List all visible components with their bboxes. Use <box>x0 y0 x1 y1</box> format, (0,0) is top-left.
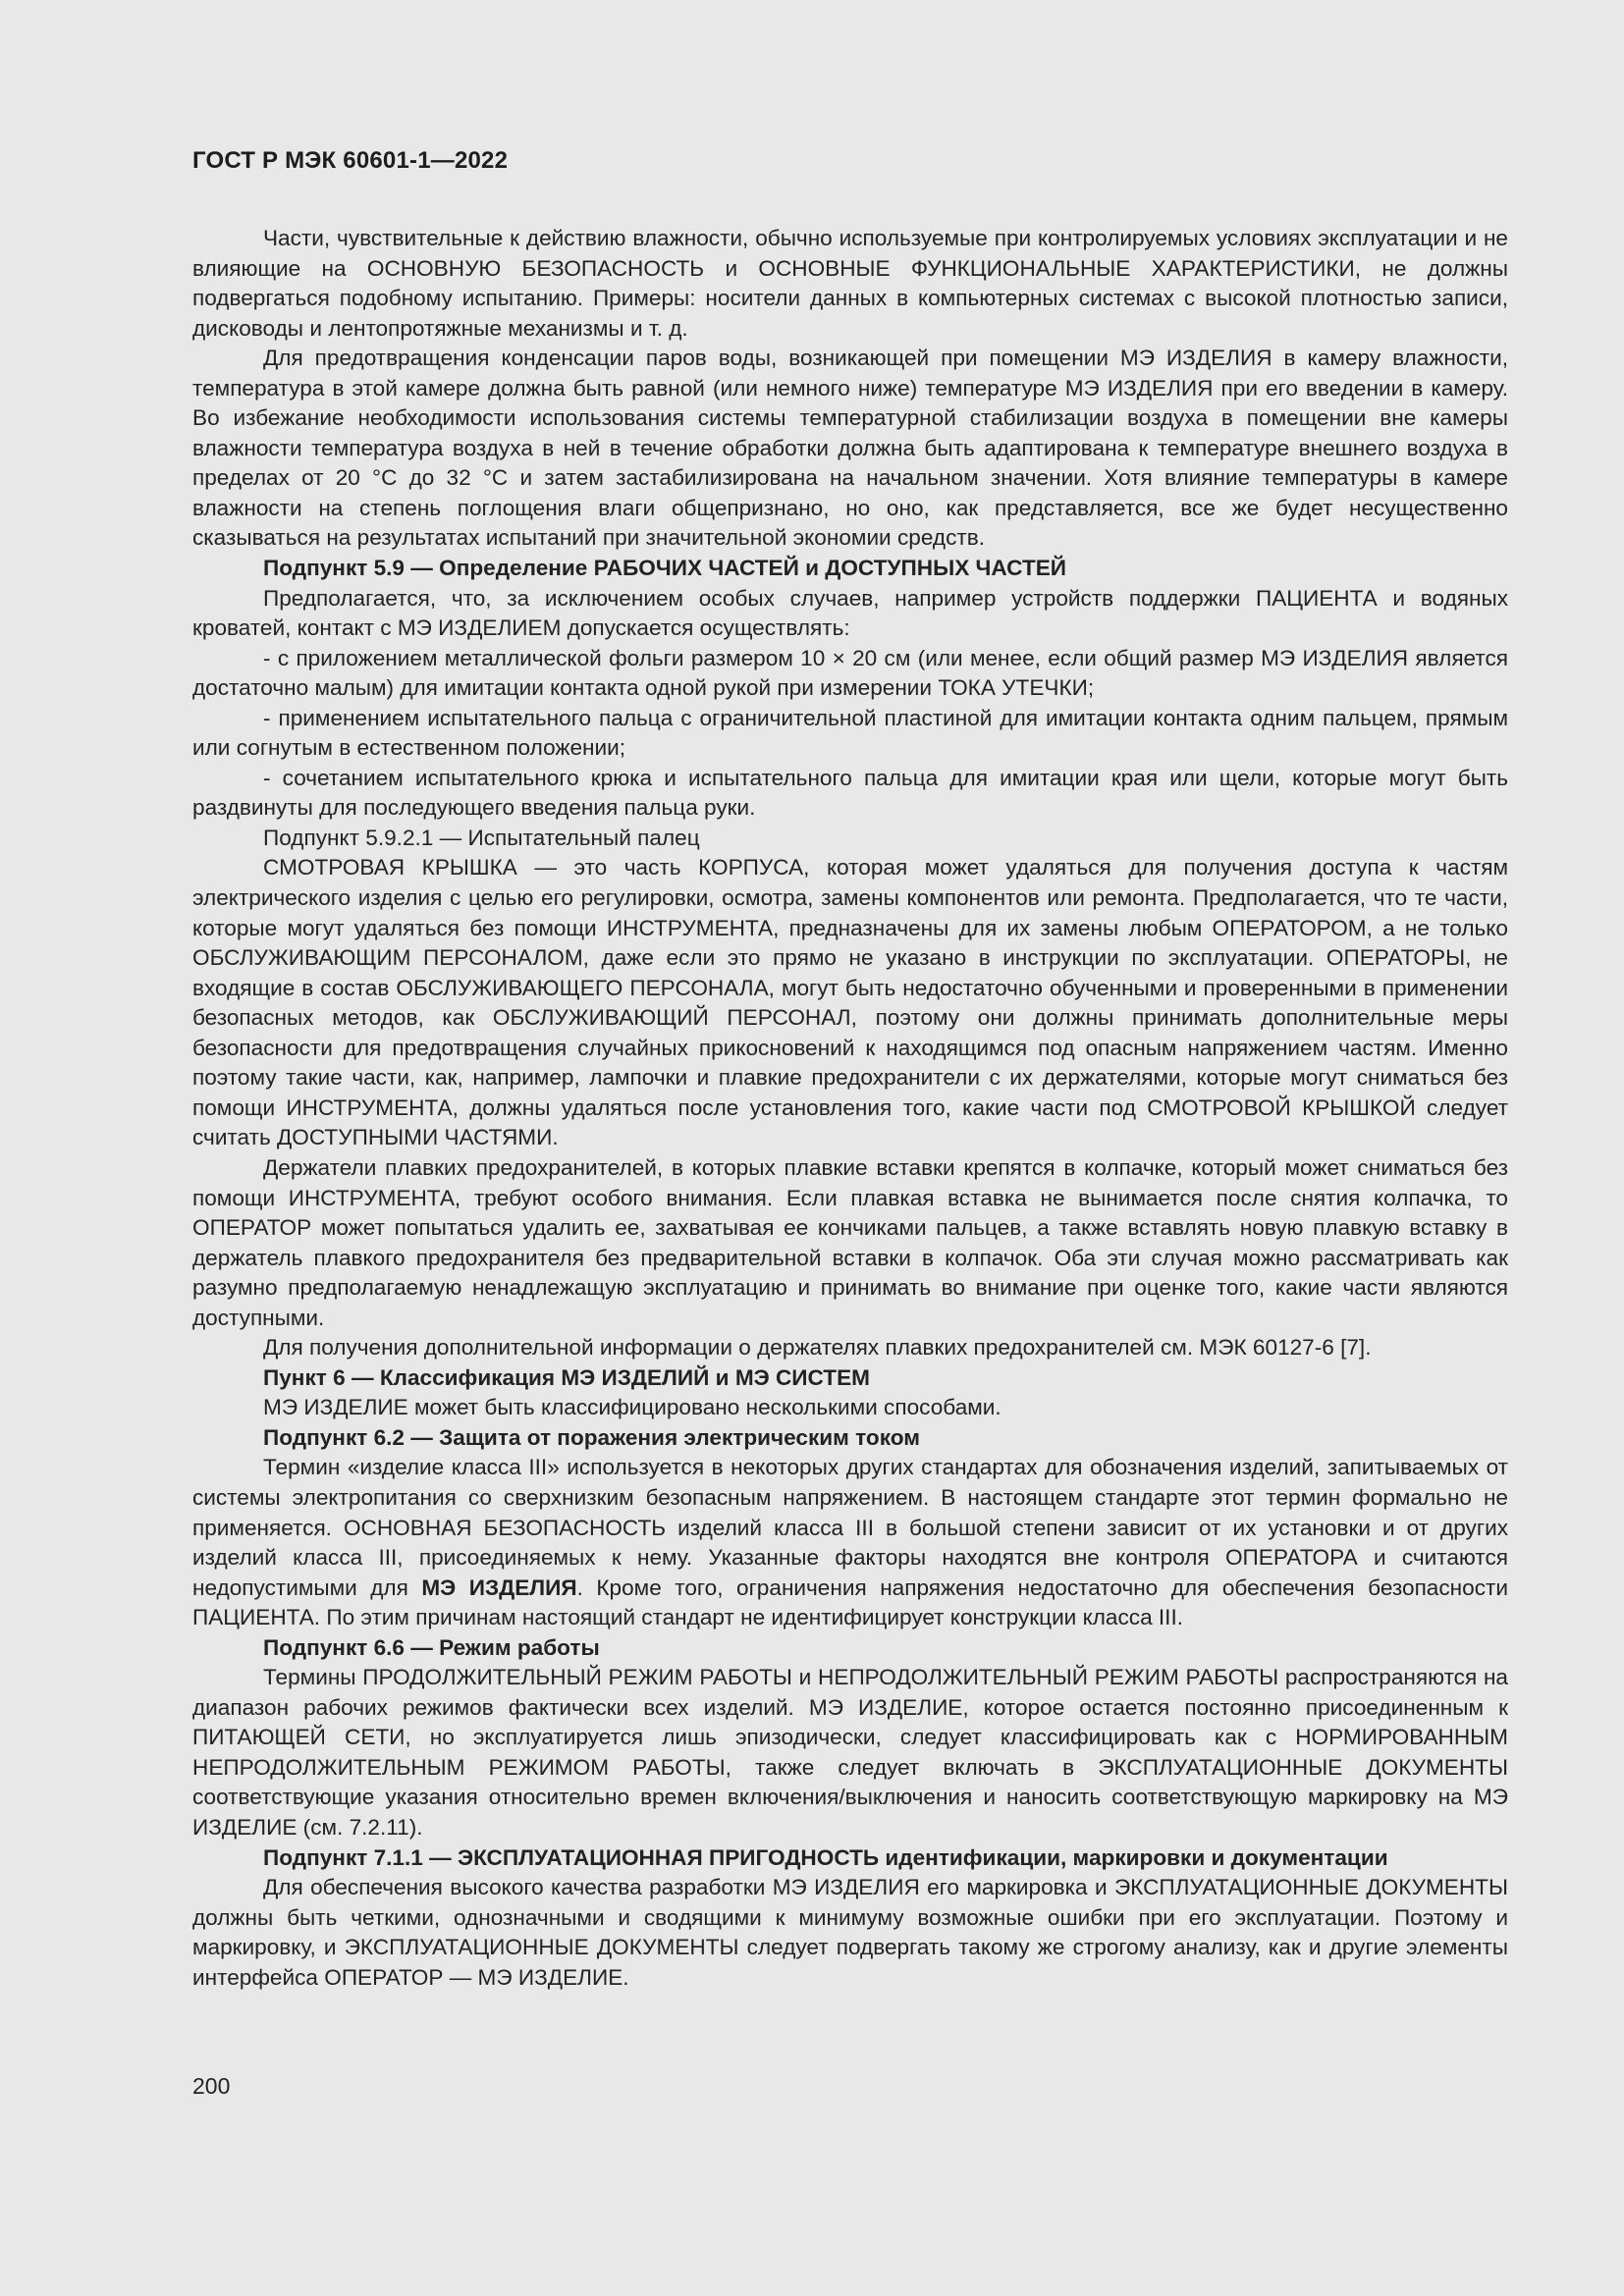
paragraph: Термины ПРОДОЛЖИТЕЛЬНЫЙ РЕЖИМ РАБОТЫ и НЕПРОДОЛЖИТЕЛЬНЫЙ РЕЖИМ РАБОТЫ распространяются на диапазон рабочих режимов фактически всех изделий. МЭ ИЗДЕЛИЕ, которое остается постоянно присоединенным к ПИТАЮЩЕЙ СЕТИ, но эксплуатируется лишь эпизодически, следует классифицировать как с НОРМИРОВАННЫМ НЕПРОДОЛЖИТЕЛЬНЫМ РЕЖИМОМ РАБОТЫ, также следует включать в ЭКСПЛУАТАЦИОННЫЕ ДОКУМЕНТЫ соответствующие указания относительно времен включения/выключения и наносить соответствующую маркировку на МЭ ИЗДЕЛИЕ (см. 7.2.11). <box>192 1665 1508 1840</box>
bold-term: МЭ ИЗДЕЛИЯ <box>421 1575 577 1600</box>
page-number: 200 <box>192 2073 231 2099</box>
paragraph-text: Термин «изделие класса III» используется в некоторых других стандартах для обозначения изделий, запитываемых от системы электропитания со сверхнизким безопасным напряжением. В настоящем стандарте этот термин формально не применяется. ОСНОВНАЯ БЕЗОПАСНОСТЬ изделий класса III в большой степени зависит от их установки и от других изделий класса III, присоединяемых к нему. Указанные факторы находятся вне контроля ОПЕРАТОРА и считаются недопустимыми для <box>192 1455 1508 1600</box>
paragraph: Для предотвращения конденсации паров воды, возникающей при помещении МЭ ИЗДЕЛИЯ в камеру влажности, температура в этой камере должна быть равной (или немного ниже) температуре МЭ ИЗДЕЛИЯ при его введении в камеру. Во избежание необходимости использования системы температурной стабилизации воздуха в помещении вне камеры влажности температура воздуха в ней в течение обработки должна быть адаптирована к температуре внешнего воздуха в пределах от 20 °С до 32 °С и затем застабилизирована на начальном значении. Хотя влияние температуры в камере влажности на степень поглощения влаги общепризнано, но оно, как представляется, все же будет несущественно сказываться на результатах испытаний при значительной экономии средств. <box>192 346 1508 551</box>
section-heading: Пункт 6 — Классификация МЭ ИЗДЕЛИЙ и МЭ СИСТЕМ <box>263 1364 870 1390</box>
section-heading: Подпункт 6.2 — Защита от поражения электрическим током <box>263 1424 920 1450</box>
paragraph: Держатели плавких предохранителей, в которых плавкие вставки крепятся в колпачке, который может сниматься без помощи ИНСТРУМЕНТА, требуют особого внимания. Если плавкая вставка не вынимается после снятия колпачка, то ОПЕРАТОР может попытаться удалить ее, захватывая ее кончиками пальцев, а также вставлять новую плавкую вставку в держатель плавкого предохранителя без предварительной вставки в колпачок. Оба эти случая можно рассматривать как разумно предполагаемую ненадлежащую эксплуатацию и принимать во внимание при оценке того, какие части являются доступными. <box>192 1154 1508 1330</box>
paragraph: Для обеспечения высокого качества разработки МЭ ИЗДЕЛИЯ его маркировка и ЭКСПЛУАТАЦИОННЫЕ ДОКУМЕНТЫ должны быть четкими, однозначными и сводящими к минимуму возможные ошибки при его эксплуатации. Поэтому и маркировку, и ЭКСПЛУАТАЦИОННЫЕ ДОКУМЕНТЫ следует подвергать такому же строгому анализу, как и другие элементы интерфейса ОПЕРАТОР — МЭ ИЗДЕЛИЕ. <box>192 1875 1508 1990</box>
paragraph: МЭ ИЗДЕЛИЕ может быть классифицировано несколькими способами. <box>263 1395 1001 1420</box>
paragraph: Части, чувствительные к действию влажности, обычно используемые при контролируемых условиях эксплуатации и не влияющие на ОСНОВНУЮ БЕЗОПАСНОСТЬ и ОСНОВНЫЕ ФУНКЦИОНАЛЬНЫЕ ХАРАКТЕРИСТИКИ, не должны подвергаться подобному испытанию. Примеры: носители данных в компьютерных системах с высокой плотностью записи, дисководы и лентопротяжные механизмы и т. д. <box>192 226 1508 341</box>
document-body <box>192 224 1508 1993</box>
paragraph-text: . Кроме того, ограничения напряжения недостаточно для обеспечения безопасности ПАЦИЕНТА. По этим причинам настоящий стандарт не идентифицирует конструкции класса III. <box>192 1575 1508 1630</box>
paragraph: СМОТРОВАЯ КРЫШКА — это часть КОРПУСА, которая может удаляться для получения доступа к частям электрического изделия с целью его регулировки, осмотра, замены компонентов или ремонта. Предполагается, что те части, которые могут удаляться без помощи ИНСТРУМЕНТА, предназначены для их замены любым ОПЕРАТОРОМ, а не только ОБСЛУЖИВАЮЩИМ ПЕРСОНАЛОМ, даже если это прямо не указано в инструкции по эксплуатации. ОПЕРАТОРЫ, не входящие в состав ОБСЛУЖИВАЮЩЕГО ПЕРСОНАЛА, могут быть недостаточно обученными и проверенными в применении безопасных методов, как ОБСЛУЖИВАЮЩИЙ ПЕРСОНАЛ, поэтому они должны принимать дополнительные меры безопасности для предотвращения случайных прикосновений к находящимся под опасным напряжением частям. Именно поэтому такие части, как, например, лампочки и плавкие предохранители с их держателями, которые могут сниматься без помощи ИНСТРУМЕНТА, должны удаляться после установления того, какие части под СМОТРОВОЙ КРЫШКОЙ следует считать ДОСТУПНЫМИ ЧАСТЯМИ. <box>192 855 1508 1150</box>
list-item: - с приложением металлической фольги размером 10 × 20 см (или менее, если общий размер МЭ ИЗДЕЛИЯ является достаточно малым) для имитации контакта одной рукой при измерении ТОКА УТЕЧКИ; <box>192 645 1508 701</box>
subsection-title: Подпункт 5.9.2.1 — Испытательный палец <box>263 825 700 850</box>
paragraph: Для получения дополнительной информации о держателях плавких предохранителей см. МЭК 60127-6 [7]. <box>263 1335 1372 1361</box>
paragraph <box>192 1453 1508 1632</box>
paragraph: Предполагается, что, за исключением особых случаев, например устройств поддержки ПАЦИЕНТА и водяных кроватей, контакт с МЭ ИЗДЕЛИЕМ допускается осуществлять: <box>192 585 1508 641</box>
list-item: - сочетанием испытательного крюка и испытательного пальца для имитации края или щели, которые могут быть раздвинуты для последующего введения пальца руки. <box>192 765 1508 821</box>
list-item: - применением испытательного пальца с ограничительной пластиной для имитации контакта одним пальцем, прямым или согнутым в естественном положении; <box>192 705 1508 761</box>
document-header: ГОСТ Р МЭК 60601-1—2022 <box>192 147 509 174</box>
section-heading: Подпункт 5.9 — Определение РАБОЧИХ ЧАСТЕЙ и ДОСТУПНЫХ ЧАСТЕЙ <box>263 556 1067 581</box>
section-heading: Подпункт 6.6 — Режим работы <box>263 1634 600 1660</box>
section-heading: Подпункт 7.1.1 — ЭКСПЛУАТАЦИОННАЯ ПРИГОДНОСТЬ идентификации, маркировки и документации <box>263 1844 1388 1870</box>
